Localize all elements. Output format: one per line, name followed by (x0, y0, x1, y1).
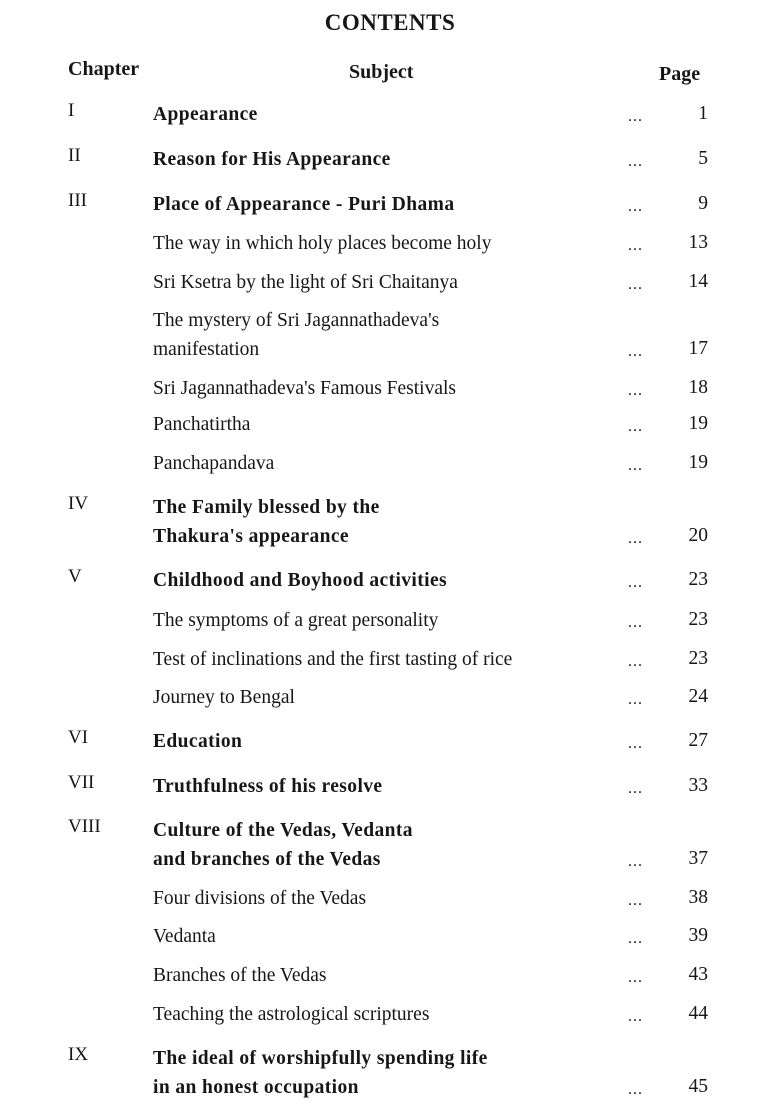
subject-title (153, 922, 613, 951)
page-number: 43 (688, 964, 708, 985)
subject-line: Reason for His Appearance (153, 149, 391, 170)
subject-line: Test of inclinations and the first tasting of rice (153, 649, 513, 670)
subject-title (153, 449, 613, 478)
page-number: 44 (688, 1003, 708, 1024)
subject-line: Culture of the Vedas, Vedanta (153, 820, 413, 841)
subject-title (153, 100, 613, 129)
toc-entry (0, 268, 780, 308)
subject-line: Place of Appearance - Puri Dhama (153, 194, 455, 215)
subject-title (153, 145, 613, 174)
page-number: 19 (688, 413, 708, 434)
leader-dots: ... (628, 457, 643, 474)
toc-entry (0, 145, 780, 185)
toc-entry (0, 727, 780, 767)
subject-title (153, 884, 613, 913)
page-number: 5 (698, 148, 708, 169)
subject-line: Sri Ksetra by the light of Sri Chaitanya (153, 272, 458, 293)
page-number: 23 (688, 609, 708, 630)
toc-entry (0, 306, 780, 360)
page-number: 20 (688, 525, 708, 546)
subject-line: Teaching the astrological scriptures (153, 1004, 430, 1025)
leader-dots: ... (628, 574, 643, 591)
leader-dots: ... (628, 382, 643, 399)
subject-title (153, 606, 613, 635)
subject-line: Journey to Bengal (153, 687, 295, 708)
subject-title (153, 772, 613, 801)
subject-title (153, 268, 613, 297)
toc-entry (0, 645, 780, 685)
subject-line: The symptoms of a great personality (153, 610, 439, 631)
leader-dots: ... (628, 343, 643, 360)
toc-entry (0, 1044, 780, 1098)
subject-line: The ideal of worshipfully spending life (153, 1048, 488, 1069)
toc-entry (0, 493, 780, 547)
subject-title (153, 683, 613, 712)
subject-line: in an honest occupation (153, 1077, 359, 1098)
subject-line: Four divisions of the Vedas (153, 888, 367, 909)
toc-entry (0, 374, 780, 414)
leader-dots: ... (628, 198, 643, 215)
chapter-number: I (68, 100, 75, 121)
chapter-number: VIII (68, 816, 101, 837)
page-number: 17 (688, 338, 708, 359)
leader-dots: ... (628, 530, 643, 547)
subject-line: Panchapandava (153, 453, 275, 474)
toc-entry (0, 190, 780, 230)
subject-title (153, 727, 613, 756)
chapter-number: III (68, 190, 87, 211)
leader-dots: ... (628, 969, 643, 986)
subject-line: and branches of the Vedas (153, 849, 381, 870)
subject-line: The Family blessed by the (153, 497, 380, 518)
subject-line: manifestation (153, 339, 260, 360)
toc-entry (0, 884, 780, 924)
page-number: 24 (688, 686, 708, 707)
subject-line: Appearance (153, 104, 258, 125)
page-number: 27 (688, 730, 708, 751)
subject-line: Sri Jagannathadeva's Famous Festivals (153, 378, 457, 399)
page-header: Page (659, 63, 701, 85)
subject-line: Branches of the Vedas (153, 965, 327, 986)
page-number: 13 (688, 232, 708, 253)
chapter-number: V (68, 566, 82, 587)
leader-dots: ... (628, 691, 643, 708)
page-number: 18 (688, 377, 708, 398)
subject-line: Panchatirtha (153, 414, 251, 435)
subject-title (153, 1044, 613, 1102)
leader-dots: ... (628, 418, 643, 435)
subject-line: Education (153, 731, 243, 752)
toc-entry (0, 683, 780, 723)
page-number: 45 (688, 1076, 708, 1097)
page-number: 19 (688, 452, 708, 473)
page-number: 23 (688, 648, 708, 669)
leader-dots: ... (628, 853, 643, 870)
page-number: 14 (688, 271, 708, 292)
leader-dots: ... (628, 1008, 643, 1025)
page-title: CONTENTS (324, 10, 456, 35)
subject-title (153, 229, 613, 258)
subject-header: Subject (349, 61, 414, 83)
toc-entry (0, 449, 780, 489)
page-number: 33 (688, 775, 708, 796)
toc-entry (0, 606, 780, 646)
leader-dots: ... (628, 780, 643, 797)
leader-dots: ... (628, 735, 643, 752)
chapter-number: VII (68, 772, 95, 793)
toc-entry (0, 229, 780, 269)
leader-dots: ... (628, 930, 643, 947)
page-number: 1 (698, 103, 708, 124)
page-number: 9 (698, 193, 708, 214)
chapter-number: IV (68, 493, 89, 514)
subject-title (153, 410, 613, 439)
chapter-number: IX (68, 1044, 89, 1065)
leader-dots: ... (628, 1081, 643, 1098)
subject-title (153, 566, 613, 595)
subject-line: The mystery of Sri Jagannathadeva's (153, 310, 440, 331)
toc-entry (0, 922, 780, 962)
subject-line: Vedanta (153, 926, 216, 947)
chapter-number: II (68, 145, 81, 166)
toc-entry (0, 410, 780, 450)
leader-dots: ... (628, 653, 643, 670)
subject-line: Thakura's appearance (153, 526, 349, 547)
subject-title (153, 493, 613, 551)
leader-dots: ... (628, 108, 643, 125)
subject-title (153, 645, 613, 674)
toc-entry (0, 961, 780, 1001)
page-number: 39 (688, 925, 708, 946)
chapter-number: VI (68, 727, 89, 748)
subject-line: Truthfulness of his resolve (153, 776, 383, 797)
page-number: 37 (688, 848, 708, 869)
leader-dots: ... (628, 153, 643, 170)
leader-dots: ... (628, 237, 643, 254)
page-number: 38 (688, 887, 708, 908)
subject-title (153, 190, 613, 219)
toc-entry (0, 1000, 780, 1040)
subject-line: The way in which holy places become holy (153, 233, 492, 254)
subject-title (153, 816, 613, 874)
subject-title (153, 961, 613, 990)
subject-title (153, 306, 613, 364)
toc-entry (0, 100, 780, 140)
page-number: 23 (688, 569, 708, 590)
leader-dots: ... (628, 892, 643, 909)
toc-entry (0, 816, 780, 870)
leader-dots: ... (628, 614, 643, 631)
subject-title (153, 1000, 613, 1029)
toc-entry (0, 566, 780, 606)
subject-title (153, 374, 613, 403)
chapter-header: Chapter (68, 58, 140, 80)
subject-line: Childhood and Boyhood activities (153, 570, 447, 591)
leader-dots: ... (628, 276, 643, 293)
toc-entry (0, 772, 780, 812)
